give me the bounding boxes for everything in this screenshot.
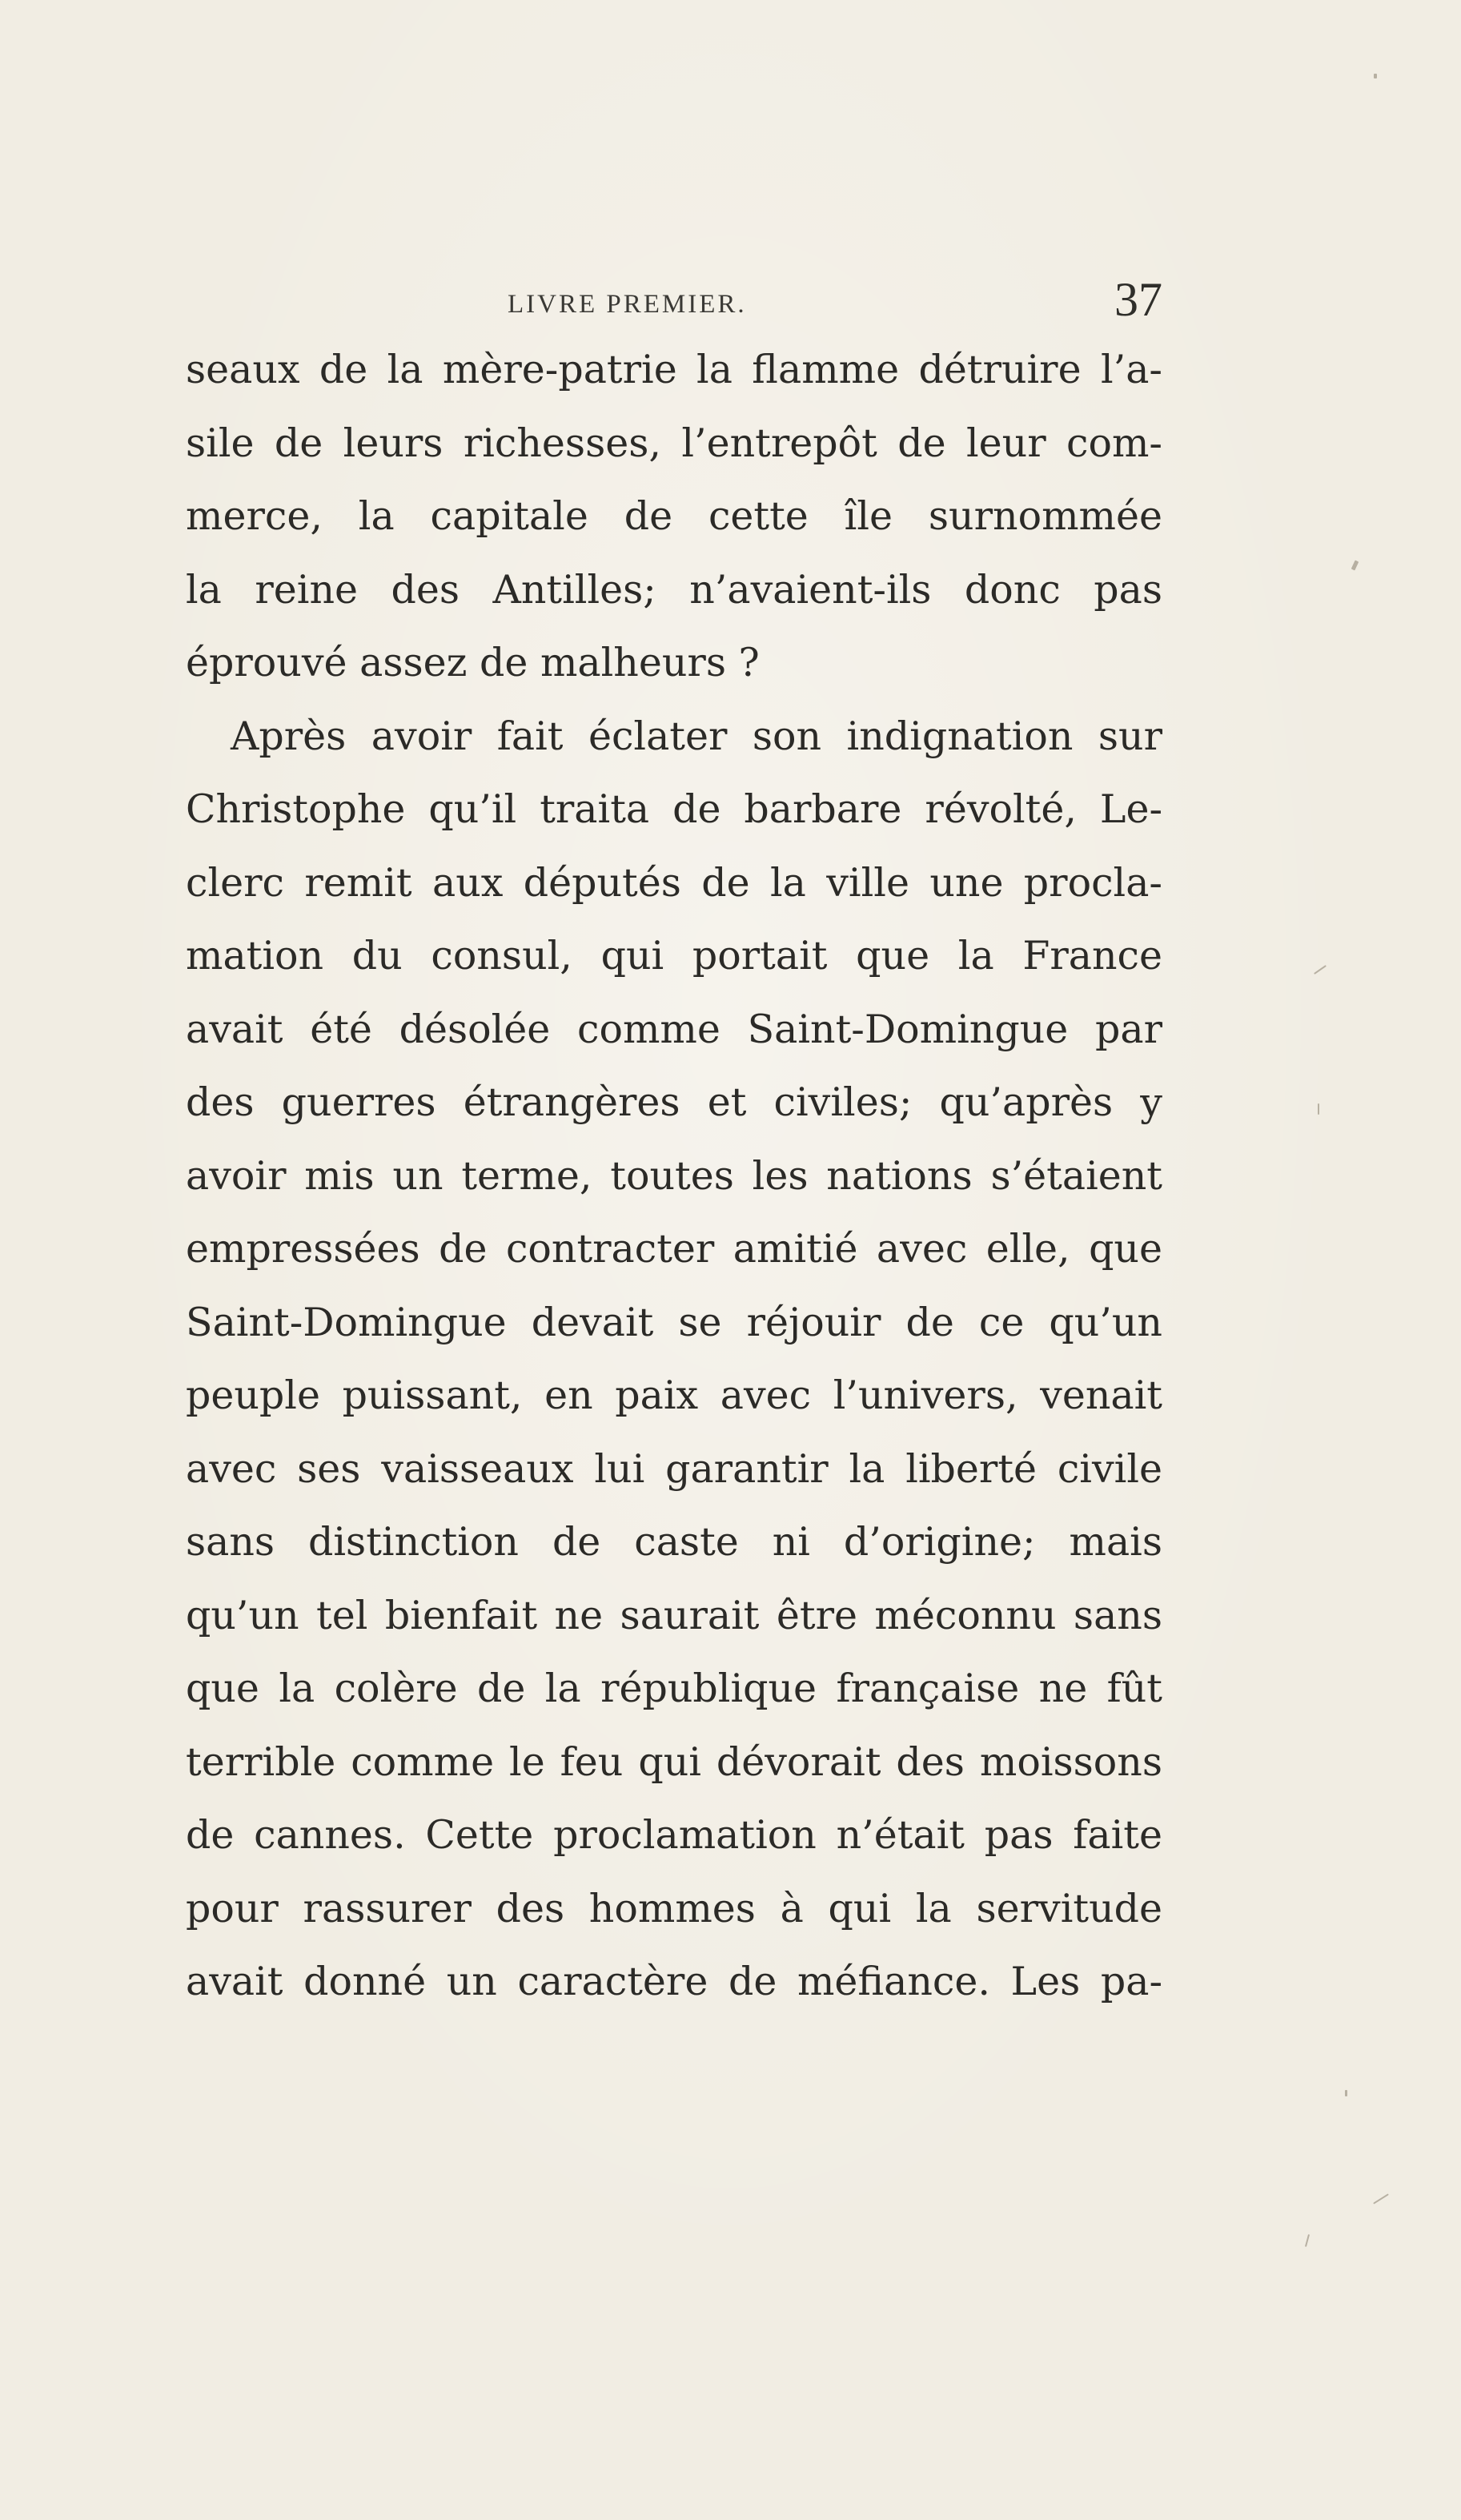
text-line: avait donné un caractère de méfiance. Les pa- [186,1959,1162,2004]
text-line: mation du consul, qui portait que la France [186,933,1162,979]
text-line: éprouvé assez de malheurs ? [186,640,760,685]
text-line: avoir mis un terme, toutes les nations s’étaient [186,1152,1162,1199]
paper-speck [1374,74,1377,78]
text-line: sile de leurs richesses, l’entrepôt de leur com- [186,420,1162,466]
text-line: Saint-Domingue devait se réjouir de ce qu’un [186,1299,1162,1345]
page-header [186,272,1162,328]
text-line: pour rassurer des hommes à qui la servitude [186,1885,1162,1931]
text-line: sans distinction de caste ni d’origine; mais [186,1519,1162,1565]
paper-speck [1351,561,1359,571]
running-head: LIVRE PREMIER. [508,290,747,319]
text-line: la reine des Antilles; n’avaient-ils donc pas [186,566,1162,613]
text-line: terrible comme le feu qui dévorait des moissons [186,1738,1162,1785]
paper-speck [1345,2090,1347,2096]
text-line: de cannes. Cette proclamation n’était pas faite [186,1812,1162,1858]
text-line: avait été désolée comme Saint-Domingue par [186,1006,1162,1052]
body-text [186,333,1162,2019]
text-line: clerc remit aux députés de la ville une procla- [186,859,1162,906]
page-number: 37 [1114,273,1162,326]
paper-speck [1373,2193,1389,2204]
text-line: qu’un tel bienfait ne saurait être méconnu sans [186,1592,1162,1638]
paper-speck [1318,1103,1319,1115]
text-line: seaux de la mère-patrie la flamme détruire l’a- [186,347,1162,392]
text-line: empressées de contracter amitié avec elle, que [186,1226,1162,1272]
text-line: merce, la capitale de cette île surnommée [186,493,1162,539]
text-line: peuple puissant, en paix avec l’univers, venait [186,1373,1162,1418]
text-line: des guerres étrangères et civiles; qu’après y [186,1079,1162,1125]
text-line: avec ses vaisseaux lui garantir la liberté civile [186,1445,1162,1492]
text-line: que la colère de la république française ne fût [186,1666,1162,1711]
paper-speck [1314,965,1327,975]
text-line: Christophe qu’il traita de barbare révolté, Le- [186,786,1162,832]
paragraph-start-line: Après avoir fait éclater son indignation sur [231,713,1162,759]
paper-speck [1305,2234,1310,2247]
